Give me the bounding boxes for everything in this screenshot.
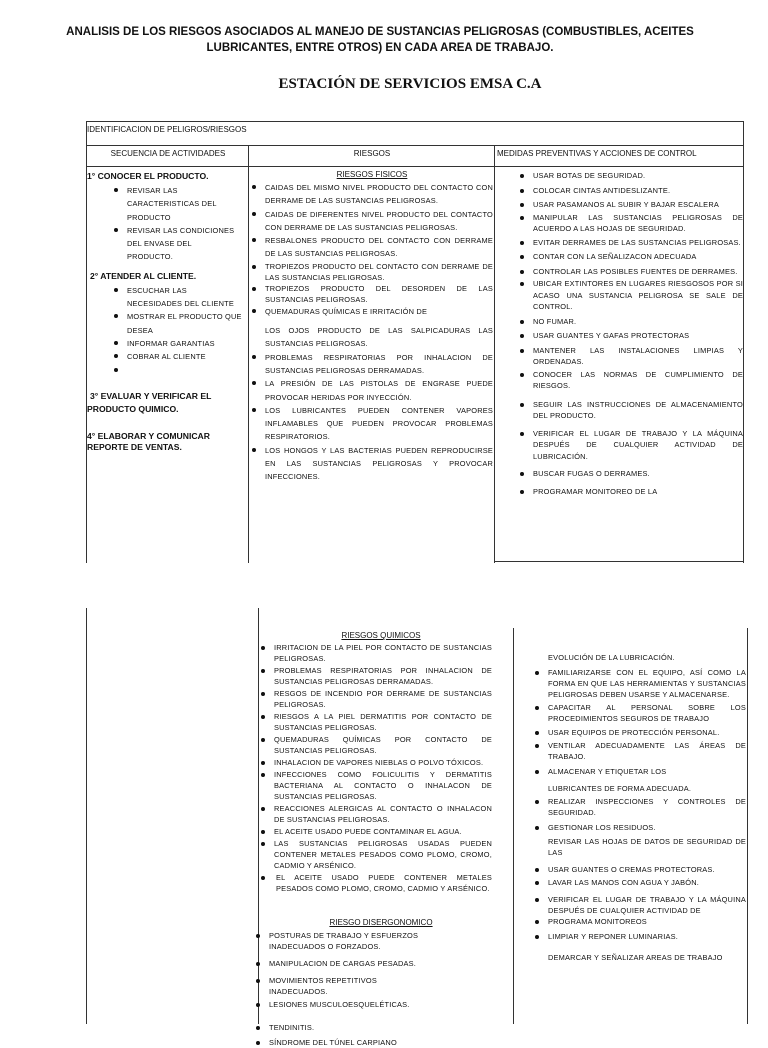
section-label: IDENTIFICACION DE PELIGROS/RIESGOS: [87, 125, 247, 134]
measure-item: USAR GUANTES O CREMAS PROTECTORAS.: [548, 864, 746, 875]
risks-chemical-title: RIESGOS QUIMICOS: [341, 631, 421, 640]
measure-item: PROGRAMA MONITOREOS: [548, 916, 746, 927]
measure-item: USAR EQUIPOS DE PROTECCIÓN PERSONAL.: [548, 727, 746, 738]
activity-item: COBRAR AL CLIENTE: [127, 350, 242, 363]
measure-item: CONTROLAR LAS POSIBLES FUENTES DE DERRAMES.: [533, 266, 743, 278]
risk-item: LESIONES MUSCULOESQUELÉTICAS.: [269, 999, 419, 1010]
table-2-left-border: [86, 608, 87, 1024]
measure-item: MANIPULAR LAS SUSTANCIAS PELIGROSAS DE ACUERDO A LAS HOJAS DE SEGURIDAD.: [533, 212, 743, 233]
measure-item: UBICAR EXTINTORES EN LUGARES RIESGOSOS POR SI ACASO UNA SUSTANCIA PELIGROSA SE SALE DE CONTROL.: [533, 279, 743, 311]
document-subtitle: ESTACIÓN DE SERVICIOS EMSA C.A: [278, 76, 542, 92]
measure-item: EVOLUCIÓN DE LA LUBRICACIÓN.: [548, 653, 675, 662]
measure-item: SEGUIR LAS INSTRUCCIONES DE ALMACENAMIENTO DEL PRODUCTO.: [533, 399, 743, 420]
activity-4-title-line1: 4° ELABORAR Y COMUNICAR: [87, 431, 210, 441]
measure-item: CONTAR CON LA SEÑALIZACON ADECUADA: [533, 251, 743, 263]
measure-item: REVISAR LAS HOJAS DE DATOS DE SEGURIDAD DE LAS: [548, 837, 746, 857]
risk-item: TROPIEZOS PRODUCTO DEL DESORDEN DE LAS SUSTANCIAS PELIGROSAS.: [265, 283, 493, 304]
activity-item: INFORMAR GARANTIAS: [127, 337, 242, 350]
risk-item: IRRITACION DE LA PIEL POR CONTACTO DE SUSTANCIAS PELIGROSAS.: [274, 643, 492, 663]
risk-item: EL ACEITE USADO PUEDE CONTAMINAR EL AGUA.: [274, 826, 492, 837]
measure-item: VENTILAR ADECUADAMENTE LAS ÁREAS DE TRABAJO.: [548, 741, 746, 761]
risk-item: INHALACION DE VAPORES NIEBLAS O POLVO TÓXICOS.: [274, 757, 492, 768]
measure-item: VERIFICAR EL LUGAR DE TRABAJO Y LA MÁQUINA DESPUÉS DE CUALQUIER ACTIVIDAD DE LUBRICACIÓN.: [533, 428, 743, 461]
measure-item: LAVAR LAS MANOS CON AGUA Y JABÓN.: [548, 877, 746, 888]
document-title: ANALISIS DE LOS RIESGOS ASOCIADOS AL MANEJO DE SUSTANCIAS PELIGROSAS (COMBUSTIBLES, ACEITES LUBRICANTES, ENTRE OTROS) EN CADA AREA DE TRABAJO.: [66, 26, 694, 54]
activity-item: REVISAR LAS CONDICIONES DEL ENVASE DEL PRODUCTO.: [127, 224, 237, 264]
risk-item: RESGOS DE INCENDIO POR DERRAME DE SUSTANCIAS PELIGROSAS.: [274, 689, 492, 709]
risks-physical-title: RIESGOS FISICOS: [336, 170, 408, 179]
measure-item: LUBRICANTES DE FORMA ADECUADA.: [548, 784, 692, 793]
activity-2-title: 2° ATENDER AL CLIENTE.: [90, 270, 197, 281]
measure-item: NO FUMAR.: [533, 316, 743, 328]
risk-item: MANIPULACION DE CARGAS PESADAS.: [269, 958, 419, 969]
risk-item: RESBALONES PRODUCTO DEL CONTACTO CON DERRAME DE LAS SUSTANCIAS PELIGROSAS.: [265, 234, 493, 261]
risk-item: MOVIMIENTOS REPETITIVOS INADECUADOS.: [269, 975, 419, 997]
measure-item: USAR BOTAS DE SEGURIDAD.: [533, 170, 743, 182]
col-header-risks: RIESGOS: [353, 149, 391, 158]
measure-item: USAR PASAMANOS AL SUBIR Y BAJAR ESCALERA: [533, 199, 743, 211]
measure-item: MANTENER LAS INSTALACIONES LIMPIAS Y ORDENADAS.: [533, 345, 743, 366]
table-2-divider-2: [513, 628, 514, 1024]
risk-item: CAIDAS DE DIFERENTES NIVEL PRODUCTO DEL CONTACTO CON DERRAME DE LAS SUSTANCIAS PELIGROSAS.: [265, 208, 493, 235]
col-header-activities: SECUENCIA DE ACTIVIDADES: [110, 149, 226, 158]
col-header-measures: MEDIDAS PREVENTIVAS Y ACCIONES DE CONTROL: [497, 149, 697, 158]
activity-3-title-line1: 3° EVALUAR Y VERIFICAR EL: [90, 391, 212, 401]
activity-item: REVISAR LAS CARACTERISTICAS DEL PRODUCTO: [127, 184, 237, 224]
table-2-right-border: [747, 628, 748, 1024]
risk-item: TENDINITIS.: [269, 1022, 419, 1033]
risk-item: PROBLEMAS RESPIRATORIAS POR INHALACION DE SUSTANCIAS PELIGROSAS DERRAMADAS.: [265, 351, 493, 378]
activity-item: ESCUCHAR LAS NECESIDADES DEL CLIENTE: [127, 284, 242, 311]
measure-item: ALMACENAR Y ETIQUETAR LOS: [548, 766, 746, 777]
risk-item: TROPIEZOS PRODUCTO DEL CONTACTO CON DERRAME DE LAS SUSTANCIAS PELIGROSAS.: [265, 261, 493, 282]
measure-item: BUSCAR FUGAS O DERRAMES.: [533, 468, 743, 480]
measure-item: FAMILIARIZARSE CON EL EQUIPO, ASÍ COMO LA FORMA EN QUE LAS HERRAMIENTAS Y SUSTANCIAS PELIGROSAS DEBEN USARSE Y ALMACENARSE.: [548, 668, 746, 699]
measure-item: LIMPIAR Y REPONER LUMINARIAS.: [548, 931, 746, 942]
risk-item: QUEMADURAS QUÍMICAS E IRRITACIÓN DE: [265, 305, 493, 318]
risk-item: CAIDAS DEL MISMO NIVEL PRODUCTO DEL CONTACTO CON DERRAME DE LAS SUSTANCIAS PELIGROSAS.: [265, 181, 493, 208]
risk-item: RIESGOS A LA PIEL DERMATITIS POR CONTACTO DE SUSTANCIAS PELIGROSAS.: [274, 712, 492, 732]
activity-4-title-line2: REPORTE DE VENTAS.: [87, 442, 182, 452]
risk-item: REACCIONES ALERGICAS AL CONTACTO O INHALACON DE SUSTANCIAS PELIGROSAS.: [274, 804, 492, 824]
risk-item: SÍNDROME DEL TÚNEL CARPIANO: [269, 1037, 419, 1048]
measure-item: CONOCER LAS NORMAS DE CUMPLIMIENTO DE RIESGOS.: [533, 369, 743, 390]
measure-item: COLOCAR CINTAS ANTIDESLIZANTE.: [533, 185, 743, 197]
risk-item: PROBLEMAS RESPIRATORIAS POR INHALACION DE SUSTANCIAS PELIGROSAS DERRAMADAS.: [274, 666, 492, 686]
risk-item: POSTURAS DE TRABAJO Y ESFUERZOS INADECUADOS O FORZADOS.: [269, 931, 419, 951]
risks-ergonomic-title: RIESGO DISERGONOMICO: [329, 918, 433, 927]
measure-item: PROGRAMAR MONITOREO DE LA: [533, 486, 743, 498]
risk-item: INFECCIONES COMO FOLICULITIS Y DERMATITIS BACTERIANA AL CONTACTO O INHALACON DE SUSTANCIAS PELIGROSAS.: [274, 770, 492, 801]
risk-item: LAS SUSTANCIAS PELIGROSAS USADAS PUEDEN CONTENER METALES PESADOS COMO PLOMO, CROMO, CADMIO Y ARSÉNICO.: [274, 839, 492, 870]
risk-item: EL ACEITE USADO PUEDE CONTENER METALES PESADOS COMO PLOMO, CROMO, CADMIO Y ARSÉNICO.: [276, 873, 492, 893]
measure-item: EVITAR DERRAMES DE LAS SUSTANCIAS PELIGROSAS.: [533, 237, 743, 249]
risk-item: LA PRESIÓN DE LAS PISTOLAS DE ENGRASE PUEDE PROVOCAR HERIDAS POR INYECCIÓN.: [265, 377, 493, 404]
measure-item: VERIFICAR EL LUGAR DE TRABAJO Y LA MÁQUINA DESPUÉS DE CUALQUIER ACTIVIDAD DE: [548, 895, 746, 915]
measure-item: DEMARCAR Y SEÑALIZAR AREAS DE TRABAJO: [548, 953, 723, 962]
measure-item: CAPACITAR AL PERSONAL SOBRE LOS PROCEDIMIENTOS SEGUROS DE TRABAJO: [548, 703, 746, 723]
activity-1-title: 1° CONOCER EL PRODUCTO.: [87, 171, 209, 181]
measure-item: REALIZAR INSPECCIONES Y CONTROLES DE SEGURIDAD.: [548, 797, 746, 817]
risk-item: LOS OJOS PRODUCTO DE LAS SALPICADURAS LAS SUSTANCIAS PELIGROSAS.: [265, 326, 493, 349]
risk-item: LOS HONGOS Y LAS BACTERIAS PUEDEN REPRODUCIRSE EN LAS SUSTANCIAS PELIGROSAS Y PROVOCAR INFECCIONES.: [265, 444, 493, 484]
measure-item: USAR GUANTES Y GAFAS PROTECTORAS: [533, 330, 743, 342]
risk-item: QUEMADURAS QUÍMICAS POR CONTACTO DE SUSTANCIAS PELIGROSAS.: [274, 735, 492, 755]
activity-3-title-line2: PRODUCTO QUIMICO.: [87, 404, 179, 414]
risk-item: LOS LUBRICANTES PUEDEN CONTENER VAPORES INFLAMABLES QUE PUEDEN PROVOCAR PROBLEMAS RESPIRATORIOS.: [265, 404, 493, 444]
measure-item: GESTIONAR LOS RESIDUOS.: [548, 822, 746, 833]
activity-item: MOSTRAR EL PRODUCTO QUE DESEA: [127, 310, 242, 337]
